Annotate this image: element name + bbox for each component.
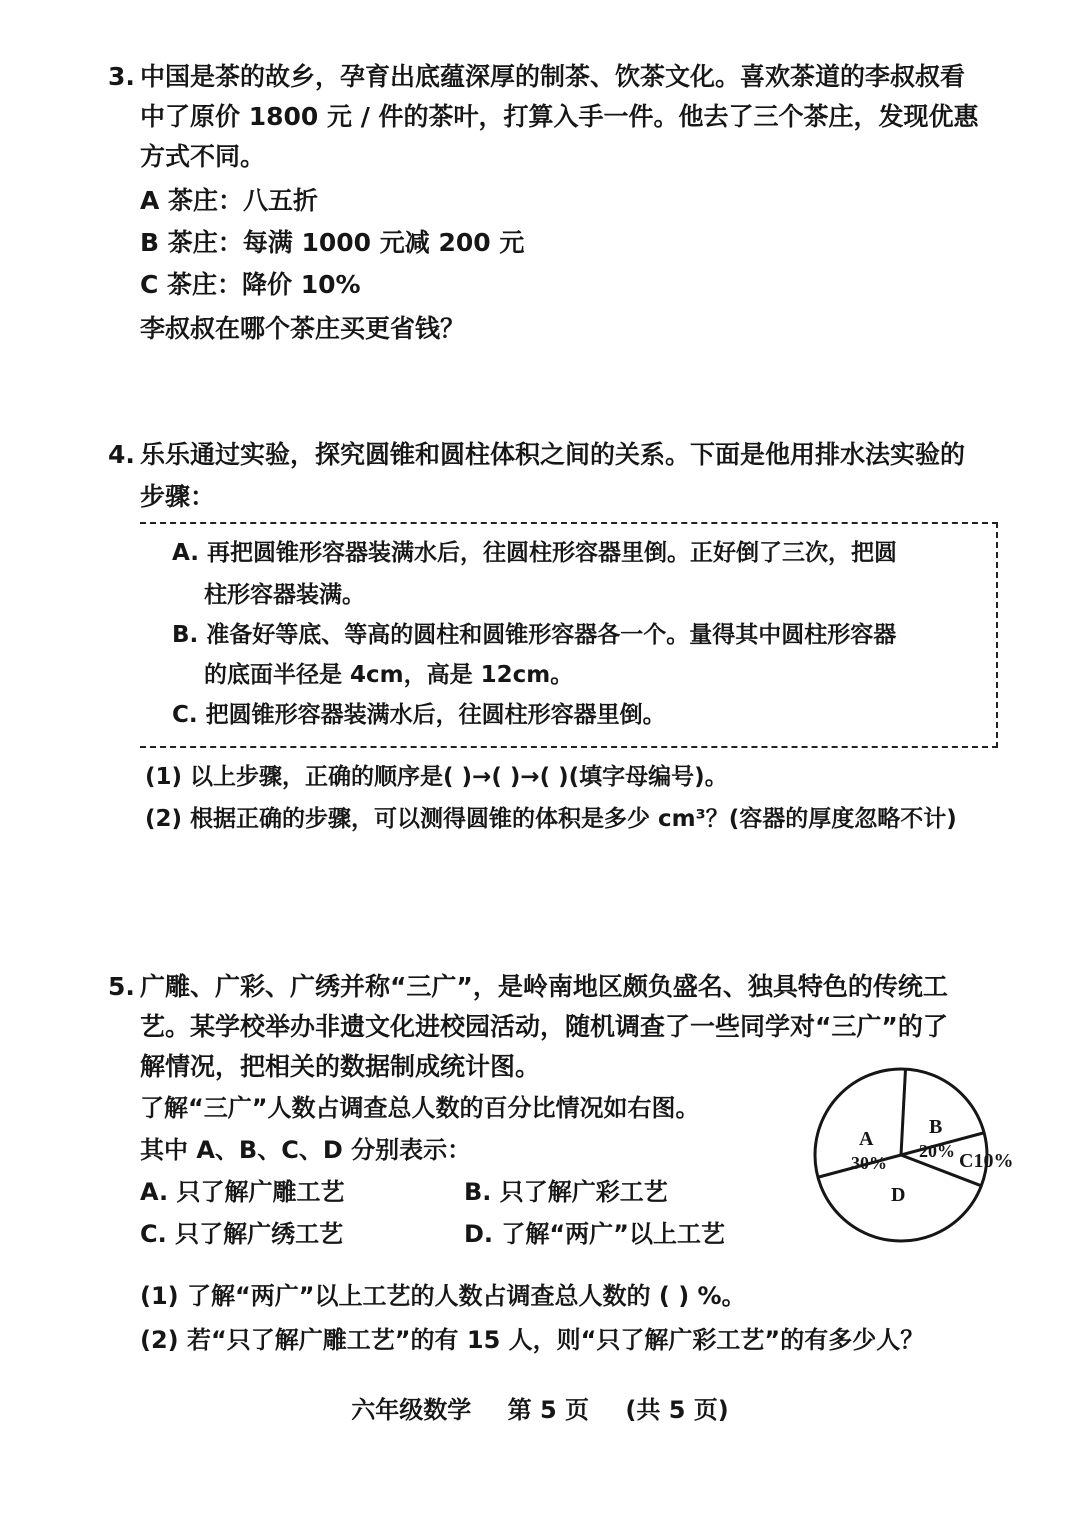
pie-slice-label-C: C10%	[959, 1150, 1014, 1172]
q4-step-b-cont: 的底面半径是 4cm，高是 12cm。	[204, 662, 574, 688]
pie-slice-value-A: 30%	[851, 1153, 887, 1173]
pie-slice-value-B: 20%	[919, 1141, 955, 1161]
q4-number: 4.	[108, 440, 135, 469]
pie-chart	[806, 1065, 1014, 1245]
q4-step-c: C. 把圆锥形容器装满水后，往圆柱形容器里倒。	[172, 702, 666, 728]
q3-text-line: 中国是茶的故乡，孕育出底蕴深厚的制茶、饮茶文化。喜欢茶道的李叔叔看	[140, 62, 966, 91]
q4-text-line: 步骤：	[140, 482, 216, 511]
footer-page: 第 5 页	[507, 1396, 590, 1424]
q5-option-a: A. 只了解广雕工艺	[140, 1178, 345, 1206]
q3-option-b: B 茶庄：每满 1000 元减 200 元	[140, 228, 525, 257]
q4-sub1: (1) 以上步骤，正确的顺序是( )→( )→( )(填字母编号)。	[145, 764, 728, 790]
footer-subject: 六年级数学	[351, 1396, 472, 1424]
q4-sub2: (2) 根据正确的步骤，可以测得圆锥的体积是多少 cm³？(容器的厚度忽略不计)	[145, 806, 957, 832]
q3-option-c: C 茶庄：降价 10%	[140, 270, 361, 299]
q5-sub1: (1) 了解“两广”以上工艺的人数占调查总人数的 ( ) %。	[140, 1282, 746, 1310]
footer-total: (共 5 页)	[625, 1396, 729, 1424]
q5-option-d: D. 了解“两广”以上工艺	[464, 1220, 725, 1248]
q5-text-line: 广雕、广彩、广绣并称“三广”，是岭南地区颇负盛名、独具特色的传统工	[140, 972, 948, 1001]
q3-question: 李叔叔在哪个茶庄买更省钱？	[140, 314, 466, 343]
q3-text-line: 中了原价 1800 元 / 件的茶叶，打算入手一件。他去了三个茶庄，发现优惠	[140, 102, 979, 131]
q5-text-line: 其中 A、B、C、D 分别表示：	[140, 1136, 472, 1164]
q4-step-b: B. 准备好等底、等高的圆柱和圆锥形容器各一个。量得其中圆柱形容器	[172, 622, 897, 648]
pie-slice-label-A: A	[859, 1128, 874, 1150]
q4-step-a-cont: 柱形容器装满。	[204, 582, 365, 608]
q4-text-line: 乐乐通过实验，探究圆锥和圆柱体积之间的关系。下面是他用排水法实验的	[140, 440, 966, 469]
q5-number: 5.	[108, 972, 135, 1001]
page-footer	[0, 1390, 1080, 1425]
q5-text-line: 解情况，把相关的数据制成统计图。	[140, 1052, 541, 1081]
q5-text-line: 了解“三广”人数占调查总人数的百分比情况如右图。	[140, 1094, 700, 1122]
q5-sub2: (2) 若“只了解广雕工艺”的有 15 人，则“只了解广彩工艺”的有多少人？	[140, 1326, 925, 1354]
q4-step-a: A. 再把圆锥形容器装满水后，往圆柱形容器里倒。正好倒了三次，把圆	[172, 540, 897, 566]
q3-text-line: 方式不同。	[140, 142, 266, 171]
q5-option-b: B. 只了解广彩工艺	[464, 1178, 668, 1206]
pie-slice-boundary-B	[901, 1069, 906, 1155]
pie-slice-label-D: D	[891, 1184, 906, 1206]
q5-text-line: 艺。某学校举办非遗文化进校园活动，随机调查了一些同学对“三广”的了	[140, 1012, 948, 1041]
q5-option-c: C. 只了解广绣工艺	[140, 1220, 344, 1248]
q3-option-a: A 茶庄：八五折	[140, 186, 319, 215]
pie-slice-label-B: B	[929, 1116, 943, 1138]
q3-number: 3.	[108, 62, 135, 91]
